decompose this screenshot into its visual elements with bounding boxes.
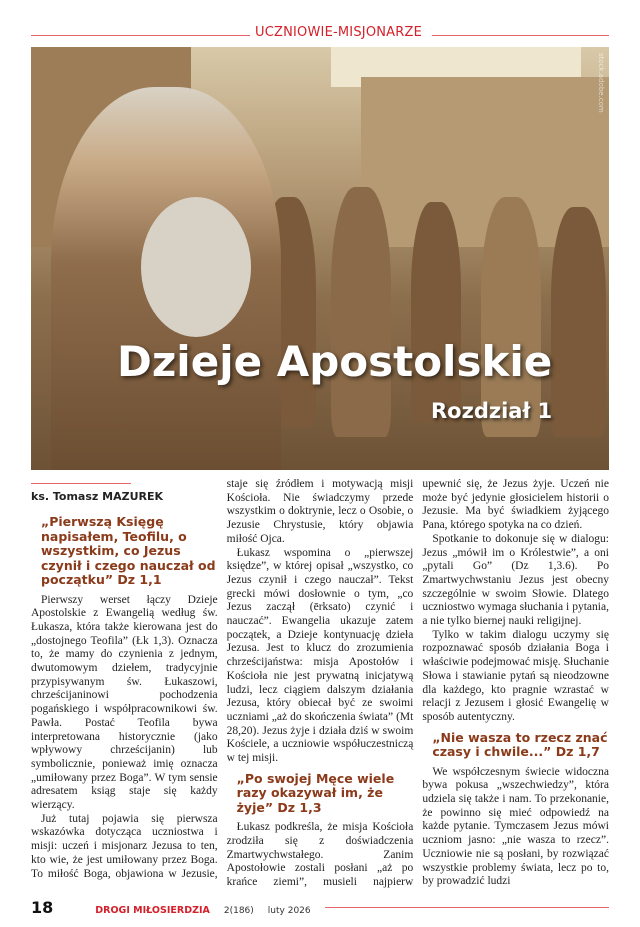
page-number: 18 <box>31 897 54 917</box>
footer-rule <box>325 907 609 908</box>
header-rule-right <box>432 35 609 36</box>
paragraph: Już tutaj pojawia się pierwsza wskazówka dotycząca uczniostwa i misji: uczeń i misjonarz Jezusa to ten, kto wie, że jest umiłowany przez Boga. To miłość Boga, objawiona w Jezusie, staje się źródłem i motywacją misji Kościoła. Nie świadczymy przede wszystkim o doktrynie, lecz o Osobie, o Jezusie Chrystusie, który objawia miłość Ojca. <box>31 478 414 880</box>
issue-number: 2(186) <box>223 905 254 916</box>
paragraph: Spotkanie to dokonuje się w dialogu: Jezus „mówił im o Królestwie”, a oni „pytali Go” (Dz 1,3.6). Po Zmartwychwstaniu Jezus jest obecny szczególnie w swoim Słowie. Dlatego uczniostwo wymaga słuchania i pytania, a nie tylko biernej nauki religijnej. <box>422 532 609 628</box>
watermark: stock.adobe.com <box>597 53 605 113</box>
hero-image <box>31 47 609 470</box>
article-area <box>31 478 609 927</box>
article-title: Dzieje Apostolskie <box>117 337 553 386</box>
issue-date: luty 2026 <box>267 905 311 916</box>
paragraph: Pierwszy werset łączy Dzieje Apostolskie z Ewangelią według św. Łukasza, która także kierowana jest do „dostojnego Teofila” (Łk 1,3). Oznacza to, że mamy do czynienia z jednym, dwutomowym dziełem, tradycyjnie przypisywanym św. Łukaszowi, chrześcijaninowi pochodzenia pogańskiego i współpracownikowi św. Pawła. Postać Teofila bywa interpretowana historycznie (jako wpływowy chrześcijanin) lub symbolicznie, ponieważ imię oznacza „umiłowany przez Boga”. W tym sensie adresatem ksiąg staje się każdy wierzący. <box>31 593 218 812</box>
article-columns <box>31 478 609 890</box>
paragraph: Tylko w takim dialogu uczymy się rozpoznawać sposób działania Boga i właściwie podejmować misję. Słuchanie Słowa i stawianie pytań są nieodzowne dla każdego, kto pragnie wzrastać w relacji z Jezusem i głosić Ewangelię w sposób autentyczny. <box>422 628 609 723</box>
header-rule-left <box>31 35 250 36</box>
paragraph: We współczesnym świecie widoczna bywa pokusa „wszechwiedzy”, która udziela się także i nam. To przekonanie, że powinno się mieć odpowiedź na każde pytanie. Tymczasem Jezus mówi uczniom jasno: „nie wasza to rzecz”. Uczniowie nie są posłani, by rozwiązać wszystkie problemy świata, lecz po to, by prowadzić ludzi <box>422 765 609 888</box>
pull-quote: „Pierwszą Księgę napisałem, Teofilu, o wszystkim, co Jezus czynił i czego nauczał od początku” Dz 1,1 <box>41 514 216 587</box>
pull-quote: „Po swojej Męce wiele razy okazywał im, że żyje” Dz 1,3 <box>236 770 395 815</box>
magazine-name: DROGI MIŁOSIERDZIA <box>95 904 210 916</box>
pull-quote: „Nie wasza to rzecz znać czasy i chwile...” Dz 1,7 <box>432 729 608 760</box>
author: ks. Tomasz MAZUREK <box>31 490 164 503</box>
article-subtitle: Rozdział 1 <box>431 399 553 423</box>
footer <box>31 898 609 917</box>
section-title: UCZNIOWIE-MISJONARZE <box>255 25 423 40</box>
author-rule <box>31 483 131 484</box>
paragraph: Łukasz podkreśla, że misja Kościoła zrodziła się z doświadczenia Zmartwychwstałego. Zanim Apostołowie zostali posłani „aż po krańce ziemi”, musieli najpierw upewnić się, że Jezus żyje. Uczeń nie może być jedynie głosicielem historii o Jezusie. Ma być świadkiem żyjącego Pana, którego spotyka na co dzień. <box>226 478 609 889</box>
paragraph: Łukasz wspomina o „pierwszej księdze”, w której opisał „wszystko, co Jezus czynił i czego nauczał”. Tekst grecki mówi dosłownie o tym, „co Jezus zaczął (ērksato) czynić i nauczać”. Ewangelia ukazuje zatem początek, a Dzieje kontynuację dzieła Jezusa. Jest to klucz do zrozumienia chrześcijaństwa: misja Apostołów i Kościoła nie jest prywatną inicjatywą ludzi, lecz ciągiem dalszym działania Jezusa, który obiecał być ze swoimi uczniami „aż do skończenia świata” (Mt 28,20). Jezus żyje i działa dziś w swoim Kościele, a uczniowie współuczestniczą w tej misji. <box>226 546 414 765</box>
